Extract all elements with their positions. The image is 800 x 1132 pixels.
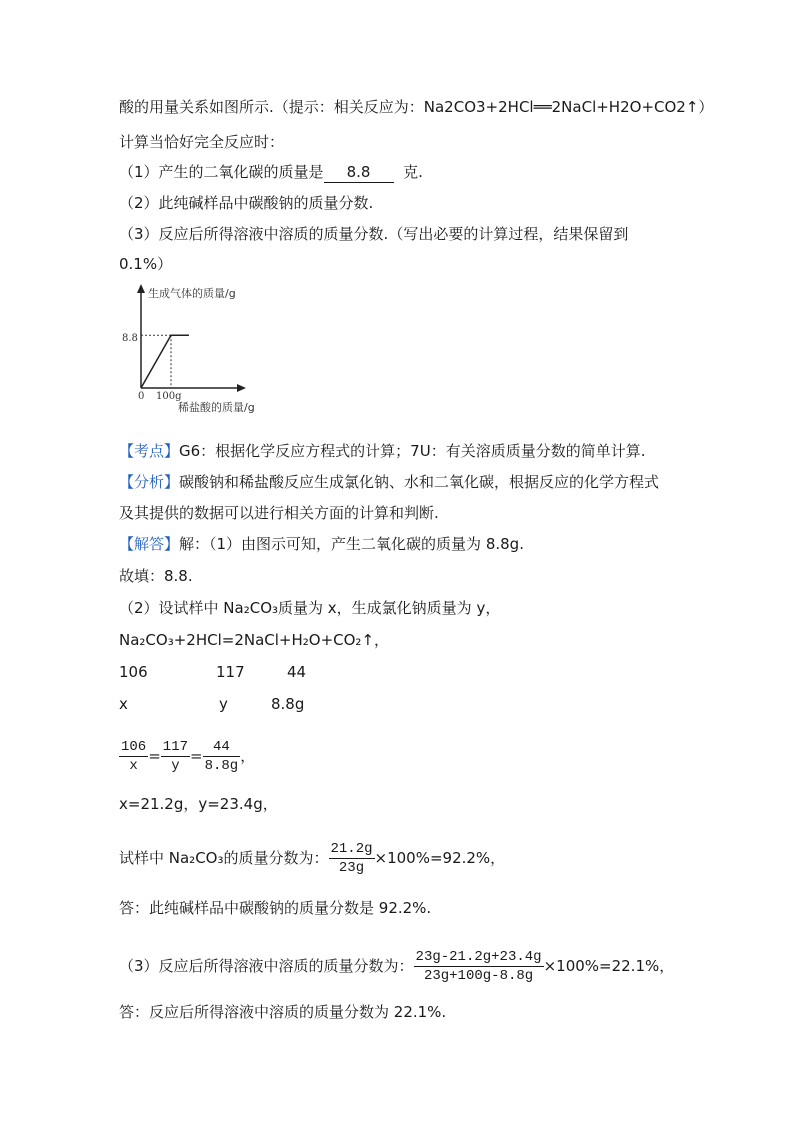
mass-fraction-line	[119, 840, 505, 877]
y-axis-label: 生成气体的质量/g	[148, 287, 236, 300]
ratio-equals-2: =	[190, 747, 203, 765]
solution-fraction: $\frac{23g-21.2g+23.4g}{23g+100g-8.8g}$	[415, 949, 542, 984]
part-3-suffix: ×100%=22.1%，	[543, 957, 675, 975]
answer-3: 答：反应后所得溶液中溶质的质量分数为 22.1%.	[119, 1003, 447, 1021]
solve-line: x=21.2g，y=23.4g，	[119, 795, 278, 813]
jieda-line	[119, 534, 524, 554]
origin-label: 0	[138, 391, 145, 402]
kaodian-tag: 【考点】	[119, 442, 180, 460]
problem-line-2: 计算当恰好完全反应时：	[119, 133, 285, 151]
molar-mass-1: 106	[119, 663, 148, 681]
x-axis-label: 稀盐酸的质量/g	[178, 401, 255, 414]
ratio-equation	[119, 738, 255, 775]
gas-mass-graph	[116, 282, 276, 422]
ratio-fraction-2: $\frac{117}{y}$	[162, 739, 189, 774]
y-axis-arrow-icon	[137, 284, 145, 293]
fenxi-tag: 【分析】	[119, 473, 180, 491]
ratio-fraction-3: $\frac{44}{8.8g}$	[204, 739, 239, 774]
problem-line-1: 酸的用量关系如图所示.（提示：相关反应为：Na2CO3+2HCl══2NaCl+H2O+CO2↑）	[119, 98, 714, 116]
fenxi-text-1: 碳酸钠和稀盐酸反应生成氯化钠、水和二氧化碳，根据反应的化学方程式	[179, 473, 660, 491]
jieda-tag: 【解答】	[119, 535, 180, 553]
part-2-setup: （2）设试样中 Na₂CO₃质量为 x，生成氯化钠质量为 y，	[119, 599, 501, 617]
mass-fraction-prefix: 试样中 Na₂CO₃的质量分数为：	[119, 849, 329, 867]
molar-mass-row	[119, 662, 306, 682]
fill-answer: 故填：8.8.	[119, 567, 193, 585]
jieda-text: 解：（1）由图示可知，产生二氧化碳的质量为 8.8g.	[179, 535, 524, 553]
chemical-equation: Na₂CO₃+2HCl=2NaCl+H₂O+CO₂↑，	[119, 631, 390, 649]
variable-row	[119, 694, 304, 714]
ratio-equals-1: =	[148, 747, 161, 765]
kaodian-text: G6：根据化学反应方程式的计算；7U：有关溶质质量分数的简单计算.	[179, 442, 646, 460]
fenxi-line-1	[119, 472, 659, 492]
fenxi-line-2: 及其提供的数据可以进行相关方面的计算和判断.	[119, 504, 439, 522]
variable-x: x	[119, 695, 128, 713]
variable-co2: 8.8g	[271, 695, 305, 713]
variable-y: y	[219, 695, 228, 713]
question-3-line-1: （3）反应后所得溶液中溶质的质量分数.（写出必要的计算过程，结果保留到	[119, 225, 629, 243]
ratio-comma: ，	[240, 747, 256, 765]
question-2: （2）此纯碱样品中碳酸钠的质量分数.	[119, 194, 374, 212]
gas-mass-series-line	[141, 335, 189, 388]
y-tick-label: 8.8	[122, 333, 138, 344]
molar-mass-3: 44	[287, 663, 307, 681]
question-1-answer-blank: 8.8	[324, 162, 394, 183]
question-1-prefix: （1）产生的二氧化碳的质量是	[119, 163, 324, 181]
mass-fraction-suffix: ×100%=92.2%，	[374, 849, 506, 867]
answer-2: 答：此纯碱样品中碳酸钠的质量分数是 92.2%.	[119, 899, 432, 917]
question-1-suffix: 克.	[403, 163, 423, 181]
part-3-line	[119, 948, 674, 985]
ratio-fraction-1: $\frac{106}{x}$	[121, 739, 147, 774]
question-3-line-2: 0.1%）	[119, 255, 173, 273]
x-tick-label: 100g	[156, 391, 182, 402]
graph-plot-area	[141, 335, 189, 388]
kaodian-line	[119, 441, 645, 461]
question-1	[119, 162, 423, 183]
part-3-prefix: （3）反应后所得溶液中溶质的质量分数为：	[119, 957, 414, 975]
mass-fraction-fraction: $\frac{21.2g}{23g}$	[330, 841, 373, 876]
molar-mass-2: 117	[216, 663, 245, 681]
x-axis-arrow-icon	[237, 384, 246, 392]
